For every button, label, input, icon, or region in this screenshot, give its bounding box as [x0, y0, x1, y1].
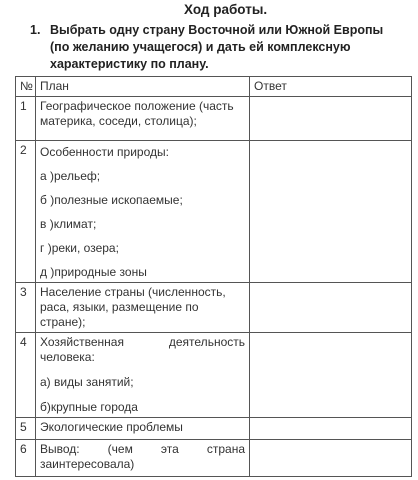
plan-word: деятельность	[168, 335, 245, 349]
answer-cell[interactable]	[250, 283, 412, 333]
answer-cell[interactable]	[250, 141, 412, 283]
plan-subitem: а) виды занятий;	[40, 375, 134, 389]
plan-word: (чем	[107, 442, 133, 456]
plan-cell	[36, 333, 250, 418]
plan-subitem: д )природные зоны	[40, 265, 147, 279]
plan-word: Вывод:	[40, 442, 80, 456]
plan-cell: Население страны (численность, раса, языки, размещение по стране);	[36, 283, 250, 333]
header-num: №	[16, 77, 36, 97]
header-plan: План	[36, 77, 250, 97]
table-row	[16, 283, 412, 333]
task-text: Выбрать одну страну Восточной или Южной Европы (по желанию учащегося) и дать ей комплексную характеристику по плану.	[50, 23, 384, 71]
table-row	[16, 141, 412, 283]
plan-heading: Особенности природы:	[40, 145, 169, 159]
plan-subitem: а )рельеф;	[40, 169, 101, 183]
plan-subitem: в )климат;	[40, 217, 97, 231]
plan-word: страна	[206, 442, 245, 456]
task-number: 1.	[30, 23, 41, 37]
table-header-row	[16, 77, 412, 97]
plan-cell	[36, 141, 250, 283]
answer-cell[interactable]	[250, 418, 412, 440]
plan-subitem: б )полезные ископаемые;	[40, 193, 183, 207]
answer-cell[interactable]	[250, 333, 412, 418]
row-number: 6	[16, 440, 36, 477]
table-row	[16, 418, 412, 440]
plan-line: заинтересовала)	[40, 457, 135, 471]
header-answer: Ответ	[250, 77, 412, 97]
table-row	[16, 333, 412, 418]
task-paragraph	[30, 22, 390, 73]
table-row	[16, 440, 412, 477]
plan-cell	[36, 440, 250, 477]
plan-word: Хозяйственная	[40, 335, 124, 349]
plan-line	[40, 442, 245, 457]
row-number: 3	[16, 283, 36, 333]
row-number: 4	[16, 333, 36, 418]
plan-cell: Экологические проблемы	[36, 418, 250, 440]
answer-cell[interactable]	[250, 97, 412, 141]
plan-line: человека:	[40, 350, 95, 364]
row-number: 5	[16, 418, 36, 440]
row-number: 2	[16, 141, 36, 283]
plan-table	[15, 76, 412, 477]
table-row	[16, 97, 412, 141]
plan-subitem: б)крупные города	[40, 400, 138, 414]
plan-word: эта	[160, 442, 179, 456]
plan-subitem: г )реки, озера;	[40, 241, 119, 255]
row-number: 1	[16, 97, 36, 141]
page-heading: Ход работы.	[184, 2, 268, 17]
plan-cell: Географическое положение (часть материка, соседи, столица);	[36, 97, 250, 141]
plan-line	[40, 335, 245, 350]
answer-cell[interactable]	[250, 440, 412, 477]
